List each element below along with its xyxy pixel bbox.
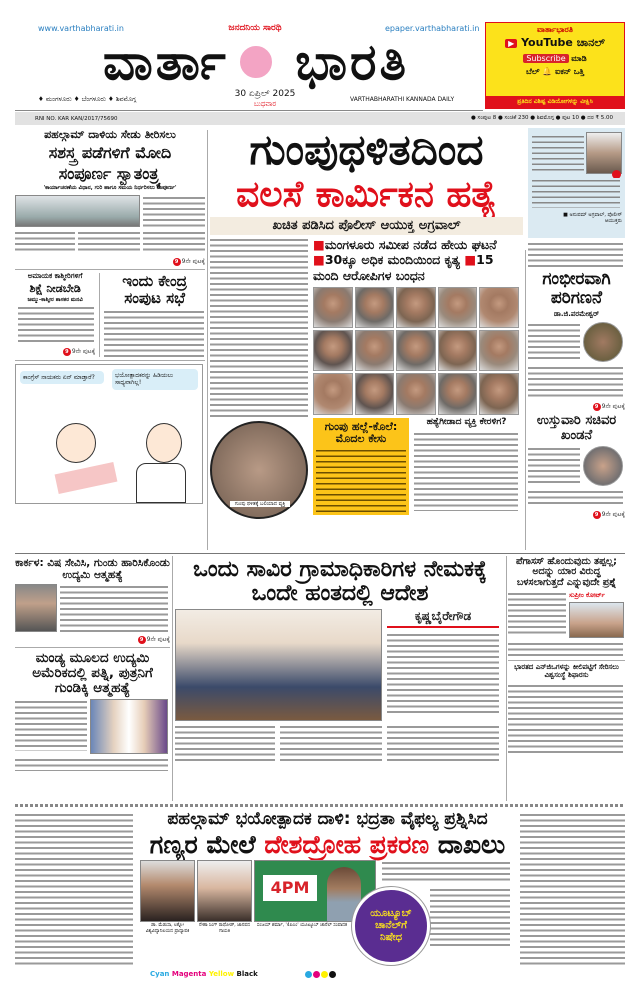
- bottom-headline-1: ಪಹಲ್ಗಾಮ್ ಭಯೋತ್ಪಾದಕ ದಾಳಿ: ಭದ್ರತಾ ವೈಫಲ್ಯ ಪ್ರಶ್ನಿಸಿದ: [167, 809, 488, 829]
- cartoon-figure: [56, 423, 96, 463]
- commissioner-photo: [586, 132, 622, 174]
- appointment-photo: [175, 609, 382, 721]
- jump-link[interactable]: 9 9ನೇ ಪುಟಕ್ಕೆ: [593, 510, 625, 519]
- accused-mugshot: [313, 373, 353, 414]
- karkala-photo: [15, 584, 57, 632]
- website-url[interactable]: www.varthabharati.in: [38, 24, 124, 33]
- cartoon-bubble: ಕಾಂಗ್ರೆಸ್ ನಾಯಕರು ಏನ್ ಮಾಡ್ತಾರೆ?: [20, 371, 104, 384]
- mandya-headline: ಮಂಡ್ಯ ಮೂಲದ ಉದ್ಯಮಿ ಅಮೆರಿಕದಲ್ಲಿ ಪತ್ನಿ, ಪುತ್ರನಿಗೆ ಗುಂಡಿಕ್ಕಿ ಆತ್ಮಹತ್ಯೆ: [32, 650, 153, 696]
- issue-info: ● ಸಂಪುಟ 8 ● ಸಂಚಿಕೆ 230 ● ಶಿವಮೊಗ್ಗ ● ಪುಟ 10 ● ದರ ₹ 5.00: [470, 115, 613, 121]
- rni-number: RNI NO. KAR KAN/2017/75690: [35, 115, 118, 122]
- cabinet-headline: ಇಂದು ಕೇಂದ್ರ ಸಂಪುಟ ಸಭೆ: [122, 272, 187, 307]
- yellow-box-headline: ಗುಂಪು ಹಲ್ಲೆ-ಕೊಲೆ: ಮೊದಲ ಕೇಸು: [324, 419, 398, 445]
- ad-footer: ಪ್ರತಿದಿನ ವಿಶಿಷ್ಟ ವಿಡಿಯೋಗಳನ್ನು ವೀಕ್ಷಿಸಿ: [486, 96, 624, 108]
- print-color-marks: Cyan Magenta Yellow Black: [150, 970, 258, 978]
- accused-mugshot: [355, 330, 395, 371]
- editorial-cartoon: [15, 364, 203, 504]
- youtube-play-icon: ▶: [505, 39, 517, 48]
- kashmir-kicker: ಅಮಾಯಕ ಕಾಶ್ಮೀರಿಗಳಿಗೆ: [27, 272, 83, 281]
- professor-photo: [140, 860, 195, 922]
- left-kicker: ಪಹಲ್ಗಾಮ್ ದಾಳಿಯ ಸೇಡು ತೀರಿಸಲು: [44, 128, 176, 141]
- kashmir-headline: ಶಿಕ್ಷೆ ನೀಡಬೇಡಿ: [29, 281, 81, 295]
- parameshwar-photo: [583, 322, 623, 362]
- accused-mugshot: [438, 330, 478, 371]
- tagline: ಜನದನಿಯ ಸಾರಥಿ: [228, 23, 282, 33]
- side-headline: ಹತ್ಯೆಗೀಡಾದ ವ್ಯಕ್ತಿ ಕೇರಳಿಗ?: [426, 416, 507, 427]
- village-officers-headline: ಒಂದು ಸಾವಿರ ಗ್ರಾಮಾಧಿಕಾರಿಗಳ ನೇಮಕಕ್ಕೆ ಒಂದೇ ಹಂತದಲ್ಲಿ ಆದೇಶ: [193, 557, 487, 607]
- ngo-headline: ಭಾರತದ ಎನ್‌ಜಿಒಗಳನ್ನು ಕೀಲಿಪಟ್ಟಿಗೆ ಸೇರಿಸಲು ವಿಶ್ವಸಂಸ್ಥೆ ಶಿಫಾರಸು: [514, 663, 619, 679]
- info-bar: [15, 112, 625, 125]
- bottom-story: ಪಹಲ್ಗಾಮ್ ಭಯೋತ್ಪಾದಕ ದಾಳಿ: ಭದ್ರತಾ ವೈಫಲ್ಯ ಪ್ರಶ್ನಿಸಿದ ಗಣ್ಯರ ಮೇಲೆ ದೇಶದ್ರೋಹ ಪ್ರಕರಣ ದಾಖಲು ಡಾ. ಮೆಡುಸಾ, ಲಕ್ನೋ ವಿಶ್ವವಿದ್ಯಾನಿಲಯದ ಪ್ರಾಧ್ಯಾಪಕಿ ನೇಹಾ ಸಿಂಗ್ ರಾಥೋಡ್, ಜಾನಪದ ಗಾಯಕಿ 4PM ಸಂಜಯ್ ಶರ್ಮಾ, '4ಪಿಎಂ' ಯೂಟ್ಯೂಬ್ ಚಾನೆಲ್ ಸಂಪಾದಕ: [140, 810, 515, 947]
- jump-link[interactable]: 9 9ನೇ ಪುಟಕ್ಕೆ: [173, 257, 205, 266]
- accused-mugshot: [396, 330, 436, 371]
- family-photo: [90, 699, 168, 754]
- subscribe-button[interactable]: Subscribe: [523, 54, 568, 63]
- accused-mugshot: [396, 373, 436, 414]
- youtube-ad[interactable]: ವಾರ್ತಾಭಾರತಿ ▶ YouTube ಚಾನಲ್ Subscribe ಮಾಡಿ ಬೆಲ್ 🔔 ಐಕನ್ ಒತ್ತಿ ಪ್ರತಿದಿನ ವಿಶಿಷ್ಟ ವಿಡಿಯೋಗಳನ್ನು ವೀಕ್ಷಿಸಿ: [485, 22, 625, 109]
- accused-mugshot: [313, 287, 353, 328]
- right-column: [528, 128, 625, 519]
- daily-label: VARTHABHARATHI KANNADA DAILY: [350, 96, 455, 103]
- cartoon-bubble: ಭಯೋತ್ಪಾದಕರನ್ನು ಹಿಡಿಯಲು ಸಾಧ್ಯವಾಗಿಲ್ಲ!: [112, 369, 198, 389]
- accused-mugshot: [355, 287, 395, 328]
- main-story: [210, 127, 523, 519]
- victim-photo: ಗುಂಪು ಥಳಿತಕ್ಕೆ ಬಲಿಯಾದ ವ್ಯಕ್ತಿ: [210, 421, 308, 519]
- accused-mugshot: [396, 287, 436, 328]
- row2-right: [508, 557, 625, 753]
- accused-mugshot: [438, 287, 478, 328]
- accused-mugshot: [355, 373, 395, 414]
- minister-headline: ಉಸ್ತುವಾರಿ ಸಚಿವರ ಖಂಡನೆ: [536, 413, 617, 443]
- police-quote-box: ■ ಅನುಪಮ್ ಅಗ್ರವಾಲ್, ಪೊಲೀಸ್ ಆಯುಕ್ತರು: [528, 128, 625, 238]
- city-editions: ♦ ಮಂಗಳೂರು ♦ ಬೆಂಗಳೂರು ♦ ಶಿವಮೊಗ್ಗ: [38, 95, 137, 103]
- accused-mugshot: [313, 330, 353, 371]
- main-bullets: ■ಮಂಗಳೂರು ಸಮೀಪ ನಡೆದ ಹೇಯ ಘಟನೆ ■30ಕ್ಕೂ ಅಧಿಕ ಮಂದಿಯಿಂದ ಕೃತ್ಯ ■15 ಮಂದಿ ಆರೋಪಿಗಳ ಬಂಧನ: [313, 236, 497, 284]
- jump-link[interactable]: 9 9ನೇ ಪುಟಕ್ಕೆ: [593, 402, 625, 411]
- left-headline-2: ಸಂಪೂರ್ಣ ಸ್ವಾತಂತ್ರ್ಯ: [58, 163, 162, 183]
- masthead-title: ವಾರ್ತಾ ಭಾರತಿ: [103, 33, 409, 91]
- ad-brand: ವಾರ್ತಾಭಾರತಿ: [537, 25, 573, 34]
- pegasus-headline: ಪೆಗಾಸಸ್ ಹೊಂದುವುದು ತಪ್ಪಲ್ಲ; ಅದನ್ನು ಯಾರ ವಿರುದ್ಧ ಬಳಸಲಾಗುತ್ತದೆ ಎನ್ನುವುದೇ ಪ್ರಶ್ನೆ: [516, 556, 617, 588]
- modi-meeting-photo: [15, 195, 140, 227]
- accused-mugshot: [479, 287, 519, 328]
- accused-photo-grid: [313, 287, 519, 415]
- epaper-url[interactable]: epaper.varthabharati.in: [385, 24, 480, 33]
- main-subbar: ಖಚಿತ ಪಡಿಸಿದ ಪೊಲೀಸ್ ಆಯುಕ್ತ ಅಗ್ರವಾಲ್: [210, 217, 523, 235]
- issue-date: 30 ಏಪ್ರಿಲ್ 2025: [234, 89, 296, 99]
- 4pm-logo: 4PM: [263, 875, 317, 901]
- youtube-ban-badge: ಯೂಟ್ಯೂಬ್ ಚಾನೆಲ್‌ಗೆ ನಿಷೇಧ: [352, 887, 430, 965]
- param-name: ಡಾ.ಜಿ.ಪರಮೇಶ್ವರ್: [553, 310, 600, 319]
- jump-link[interactable]: 9 9ನೇ ಪುಟಕ್ಕೆ: [63, 347, 95, 356]
- weekday: ಬುಧವಾರ: [253, 100, 277, 108]
- left-subhead: 'ಕಾರ್ಯಾಚರಣೆಯ ವಿಧಾನ, ಗುರಿ ಹಾಗೂ ಸಮಯ ನಿರ್ಧರಿಸಲು ಸಂಪೂರ್ಣ': [43, 185, 177, 192]
- kashmir-subhead: ಜಮ್ಮು-ಕಾಶ್ಮೀರ ಶಾಸಕರ ಮನವಿ: [27, 297, 83, 304]
- left-headline-1: ಸಶಸ್ತ್ರ ಪಡೆಗಳಿಗೆ ಮೋದಿ: [48, 143, 172, 163]
- main-headline-black: ಗುಂಪುಥಳಿತದಿಂದ: [249, 125, 484, 174]
- minister-tag: ಕೃಷ್ಣಬೈರೇಗೌಡ: [387, 609, 499, 628]
- cartoon-figure: [146, 423, 182, 463]
- main-headline-red: ವಲಸೆ ಕಾರ್ಮಿಕನ ಹತ್ಯೆ: [236, 174, 497, 216]
- bell-instruction: ಬೆಲ್ 🔔 ಐಕನ್ ಒತ್ತಿ: [526, 67, 584, 76]
- supreme-court-photo: [569, 602, 624, 638]
- registration-dots: [305, 971, 336, 978]
- accused-mugshot: [479, 373, 519, 414]
- singer-photo: [197, 860, 252, 922]
- minister-photo: [583, 446, 623, 486]
- jump-link[interactable]: 9 9ನೇ ಪುಟಕ್ಕೆ: [138, 635, 170, 644]
- karkala-headline: ಕಾರ್ಕಳ: ವಿಷ ಸೇವಿಸಿ, ಗುಂಡು ಹಾರಿಸಿಕೊಂಡು ಉದ್ಯಮಿ ಆತ್ಮಹತ್ಯೆ: [15, 557, 170, 581]
- row2-left: [15, 558, 170, 771]
- param-headline: ಗಂಭೀರವಾಗಿ ಪರಿಗಣನೆ: [542, 269, 611, 308]
- ad-youtube: ▶ YouTube ಚಾನಲ್: [486, 36, 624, 51]
- left-column: [15, 129, 205, 504]
- accused-mugshot: [479, 330, 519, 371]
- bottom-headline-2: ಗಣ್ಯರ ಮೇಲೆ ದೇಶದ್ರೋಹ ಪ್ರಕರಣ ದಾಖಲು: [149, 829, 506, 859]
- first-case-box: [313, 418, 409, 515]
- court-tag: ಸುಪ್ರೀಂ ಕೋರ್ಟ್: [569, 591, 605, 600]
- accused-mugshot: [438, 373, 478, 414]
- row2-center: [175, 558, 505, 764]
